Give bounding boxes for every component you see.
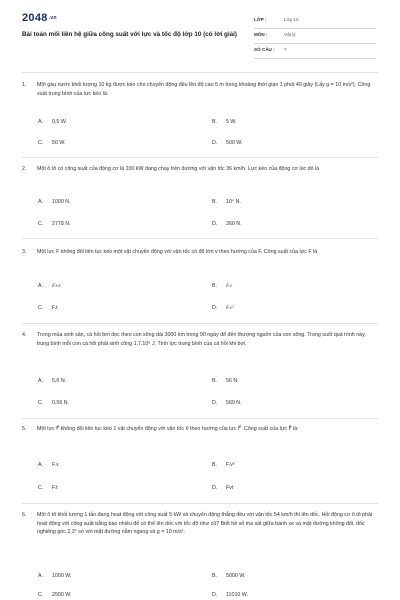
question-number: 1. xyxy=(22,82,27,88)
info-row-subject xyxy=(254,29,376,44)
option-c[interactable] xyxy=(38,305,58,311)
option-text: F.v² xyxy=(226,305,234,311)
option-c[interactable] xyxy=(38,140,66,146)
question-number: 2. xyxy=(22,166,27,172)
option-d[interactable] xyxy=(212,221,242,227)
option-letter: C. xyxy=(38,592,44,598)
question-text: Một lực F không đổi liên tục kéo một vật chuyển động với vận tốc có độ lớn v theo hướng của F. Công suất của lực F là xyxy=(37,249,318,255)
option-text: F.t xyxy=(52,485,58,491)
info-label: LỚP : xyxy=(254,17,267,22)
option-a[interactable] xyxy=(38,378,66,384)
question-text: Trong mùa sinh sản, cá hồi bơi dọc theo con sông dài 3000 km trong 90 ngày để đến thượng nguồn của con sông. Trong suốt quá trình này, trung bình mỗi con cá hồi phải sinh công 1,7.10⁶ J. Tính lực trung bình của cá hồi khi bơi. xyxy=(37,332,366,347)
info-label: MÔN : xyxy=(254,32,268,37)
question-text: Một ô tô khối lượng 1 tấn đang hoạt động với công suất 5 kW và chuyển động thẳng đều với vận tốc 54 km/h thì lên dốc. Hỏi động cơ ô tô phải hoạt động với công suất bằng bao nhiêu để có thể lên dốc với tốc độ như cũ? Biết hệ số ma sát giữa bánh xe và mặt đường không đổi, dốc nghiêng góc 2,3° so với mặt đường nằm ngang và g = 10 m/s². xyxy=(37,512,373,536)
option-text: 2778 N. xyxy=(52,221,71,227)
option-letter: A. xyxy=(38,378,44,384)
option-text: F.v xyxy=(226,283,233,289)
info-value: Vật lý xyxy=(284,32,296,37)
option-text: 1000 N. xyxy=(52,199,71,205)
option-c[interactable] xyxy=(38,485,58,491)
question-text: Một ô tô có công suất của động cơ là 100 kW đang chạy trên đường với vận tốc 36 km/h. Lực kéo của động cơ lúc đó là xyxy=(37,166,320,172)
option-a[interactable] xyxy=(38,119,67,125)
option-text: 560 N. xyxy=(226,400,242,406)
option-text: F.v xyxy=(52,462,59,468)
question-number: 4. xyxy=(22,332,27,338)
option-d[interactable] xyxy=(212,140,243,146)
question-text: Một lực F⃗ không đổi liên tục kéo 1 vật chuyển động với vận tốc v⃗ theo hướng của lực F⃗ .Công suất của lực F⃗ là: xyxy=(37,426,299,432)
option-letter: D. xyxy=(212,305,218,311)
option-b[interactable] xyxy=(212,378,239,384)
option-letter: D. xyxy=(212,140,218,146)
option-letter: A. xyxy=(38,573,44,579)
option-b[interactable] xyxy=(212,283,232,289)
logo-suffix: .vn xyxy=(48,15,57,22)
option-letter: D. xyxy=(212,221,218,227)
info-value: Lớp 10 xyxy=(284,17,299,22)
option-a[interactable] xyxy=(38,462,59,468)
option-letter: C. xyxy=(38,140,44,146)
info-row-grade xyxy=(254,14,376,29)
question-number: 6. xyxy=(22,512,27,518)
info-box xyxy=(254,14,376,59)
option-b[interactable] xyxy=(212,199,241,205)
divider xyxy=(22,72,378,73)
divider xyxy=(22,503,378,504)
option-text: F.v² xyxy=(226,462,235,468)
site-logo[interactable] xyxy=(22,12,57,24)
option-a[interactable] xyxy=(38,283,61,289)
option-text: 1000 W. xyxy=(52,573,72,579)
option-letter: A. xyxy=(38,199,44,205)
option-letter: C. xyxy=(38,400,44,406)
option-letter: A. xyxy=(38,119,44,125)
option-d[interactable] xyxy=(212,485,233,491)
option-text: 10⁴ N. xyxy=(226,199,241,205)
option-letter: D. xyxy=(212,592,218,598)
option-text: F.v.t xyxy=(52,283,61,289)
option-b[interactable] xyxy=(212,462,235,468)
logo-text: 2048 xyxy=(22,12,48,24)
option-text: 5000 W. xyxy=(226,573,246,579)
option-letter: A. xyxy=(38,462,44,468)
option-letter: C. xyxy=(38,485,44,491)
option-d[interactable] xyxy=(212,592,248,598)
info-row-question-count xyxy=(254,44,376,59)
option-c[interactable] xyxy=(38,221,71,227)
option-letter: B. xyxy=(212,462,218,468)
option-a[interactable] xyxy=(38,573,71,579)
option-c[interactable] xyxy=(38,592,71,598)
option-letter: B. xyxy=(212,378,218,384)
divider xyxy=(22,418,378,419)
option-b[interactable] xyxy=(212,119,237,125)
option-text: 0,5 W. xyxy=(52,119,68,125)
option-text: 11010 W. xyxy=(226,592,248,598)
option-a[interactable] xyxy=(38,199,71,205)
question-number: 5. xyxy=(22,426,27,432)
option-text: 2500 W. xyxy=(52,592,72,598)
divider xyxy=(22,323,378,324)
option-text: 0,56 N. xyxy=(52,400,70,406)
option-text: 56 N. xyxy=(226,378,239,384)
option-text: F.t xyxy=(52,305,58,311)
divider xyxy=(22,238,378,239)
option-text: 360 N. xyxy=(226,221,242,227)
question-number: 3. xyxy=(22,249,27,255)
question-text: Một gàu nước khối lượng 10 kg được kéo cho chuyển động đều lên độ cao 5 m trong khoảng thời gian 1 phút 40 giây (Lấy g = 10 m/s²). Công suất trung bình của lực kéo là: xyxy=(37,82,371,97)
info-value: 7 xyxy=(284,47,287,52)
option-letter: B. xyxy=(212,573,218,579)
info-label: SỐ CÂU : xyxy=(254,47,275,52)
option-letter: B. xyxy=(212,119,218,125)
option-text: 50 W. xyxy=(52,140,66,146)
page-header xyxy=(0,0,400,62)
option-letter: B. xyxy=(212,199,218,205)
option-letter: A. xyxy=(38,283,44,289)
option-letter: C. xyxy=(38,221,44,227)
option-text: 5 W. xyxy=(226,119,237,125)
option-letter: D. xyxy=(212,400,218,406)
option-letter: C. xyxy=(38,305,44,311)
option-b[interactable] xyxy=(212,573,245,579)
option-text: Fvt xyxy=(226,485,234,491)
option-d[interactable] xyxy=(212,305,234,311)
option-d[interactable] xyxy=(212,400,242,406)
option-c[interactable] xyxy=(38,400,69,406)
divider xyxy=(22,157,378,158)
option-text: 500 W. xyxy=(226,140,243,146)
option-letter: D. xyxy=(212,485,218,491)
option-letter: B. xyxy=(212,283,218,289)
option-text: 5,6 N. xyxy=(52,378,67,384)
page-title: Bài toán mối liên hệ giữa công suất với lực và tốc độ lớp 10 (có lời giải) xyxy=(22,31,237,38)
